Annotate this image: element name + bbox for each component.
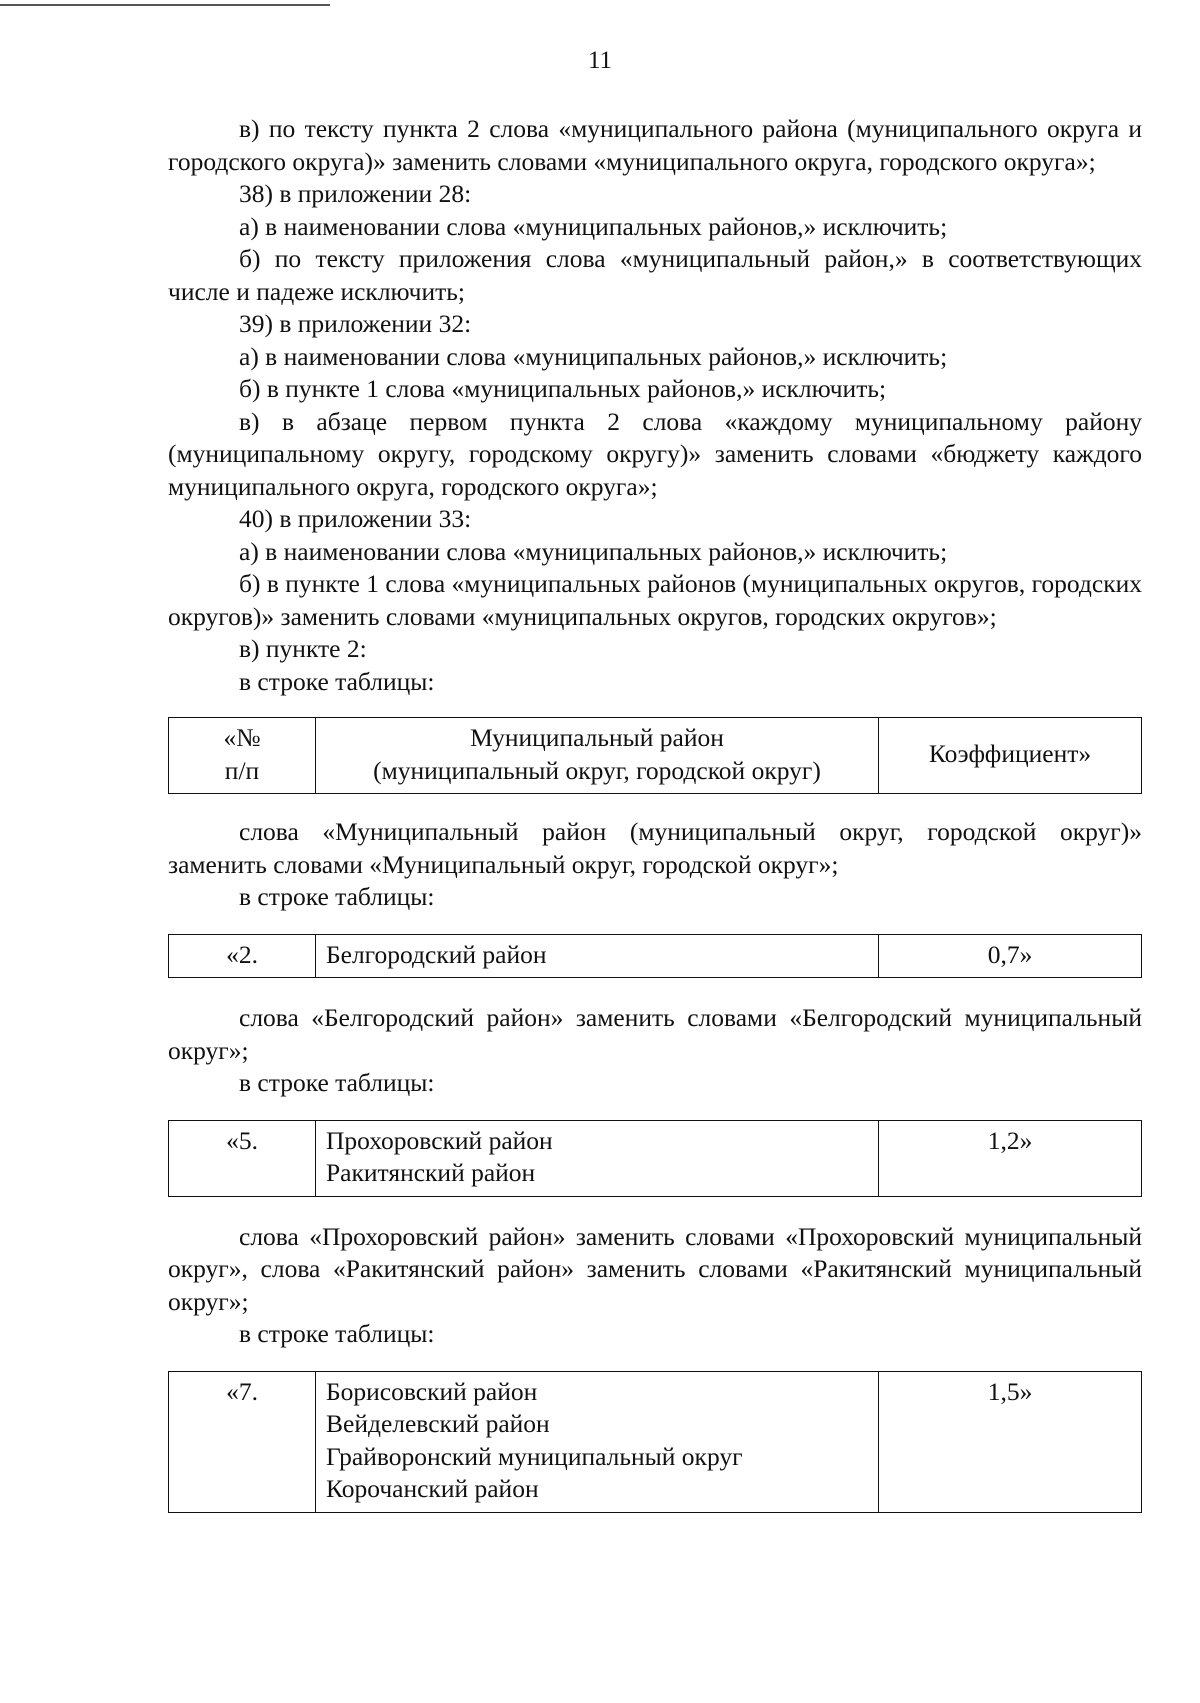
header-text: Муниципальный район (470, 723, 724, 752)
district-name: Белгородский район (326, 939, 547, 969)
paragraph: слова «Муниципальный район (муниципальный округ, городской округ)» заменить словами «Муниципальный округ, городской округ»; (168, 817, 1142, 879)
header-text: (муниципальный округ, городской округ) (373, 755, 821, 785)
table-row-2 (168, 934, 1142, 979)
paragraph: 40) в приложении 33: (239, 504, 472, 533)
table-row-5 (168, 1120, 1142, 1197)
paragraph: а) в наименовании слова «муниципальных районов,» исключить; (239, 211, 948, 241)
row-district (316, 1371, 879, 1512)
table-row (169, 1120, 1142, 1196)
paragraph: в строке таблицы: (239, 666, 435, 696)
paragraph: в строке таблицы: (239, 1068, 435, 1097)
district-name: Прохоровский район (326, 1125, 553, 1155)
row-coefficient: 0,7» (879, 934, 1142, 978)
header-cell-district (316, 718, 879, 794)
table-row (169, 718, 1142, 794)
paragraph: а) в наименовании слова «муниципальных районов,» исключить; (239, 536, 948, 566)
paragraph: 38) в приложении 28: (239, 179, 472, 208)
header-cell-coefficient: Коэффициент» (879, 718, 1142, 794)
table-header (168, 717, 1142, 794)
table-row (169, 1371, 1142, 1512)
paragraph: в строке таблицы: (239, 1319, 435, 1348)
district-name: Ракитянский район (326, 1158, 536, 1187)
scan-edge-line (0, 4, 330, 6)
paragraph: а) в наименовании слова «муниципальных районов,» исключить; (239, 341, 948, 371)
row-number: «7. (169, 1371, 316, 1512)
row-district (316, 934, 879, 978)
paragraph: в) по тексту пункта 2 слова «муниципального района (муниципального округа и городского округа)» заменить словами «муниципального округа, городского округа»; (168, 114, 1142, 176)
page-number: 11 (587, 47, 613, 74)
document-body (168, 113, 1142, 1513)
paragraph: слова «Прохоровский район» заменить словами «Прохоровский муниципальный округ», слова «Ракитянский район» заменить словами «Ракитянский муниципальный округ»; (168, 1221, 1142, 1316)
header-text: п/п (224, 755, 260, 785)
header-cell-number (169, 718, 316, 794)
paragraph: в строке таблицы: (239, 882, 435, 911)
paragraph: б) в пункте 1 слова «муниципальных районов (муниципальных округов, городских округов)» заменить словами «муниципальных округов, городских округов»; (168, 569, 1142, 631)
paragraph: слова «Белгородский район» заменить словами «Белгородский муниципальный округ»; (168, 1003, 1142, 1065)
table-row (169, 934, 1142, 978)
district-name: Грайворонский муниципальный округ (326, 1441, 743, 1471)
paragraph: в) в абзаце первом пункта 2 слова «каждому муниципальному району (муниципальному округу, городскому округу)» заменить словами «бюджету каждого муниципального округа, городского округа»; (168, 406, 1142, 501)
paragraph: б) по тексту приложения слова «муниципальный район,» в соответствующих числе и падеже исключить; (168, 244, 1142, 306)
paragraph: 39) в приложении 32: (239, 309, 472, 338)
header-text: «№ (223, 723, 261, 752)
row-coefficient: 1,5» (879, 1371, 1142, 1512)
paragraph: б) в пункте 1 слова «муниципальных районов,» исключить; (239, 374, 887, 403)
district-name: Корочанский район (326, 1474, 539, 1503)
row-coefficient: 1,2» (879, 1120, 1142, 1196)
row-number: «5. (169, 1120, 316, 1196)
table-row-7 (168, 1371, 1142, 1513)
row-district (316, 1120, 879, 1196)
district-name: Борисовский район (326, 1376, 538, 1406)
district-name: Вейделевский район (326, 1409, 550, 1438)
row-number: «2. (169, 934, 316, 978)
paragraph: в) пункте 2: (239, 634, 367, 663)
